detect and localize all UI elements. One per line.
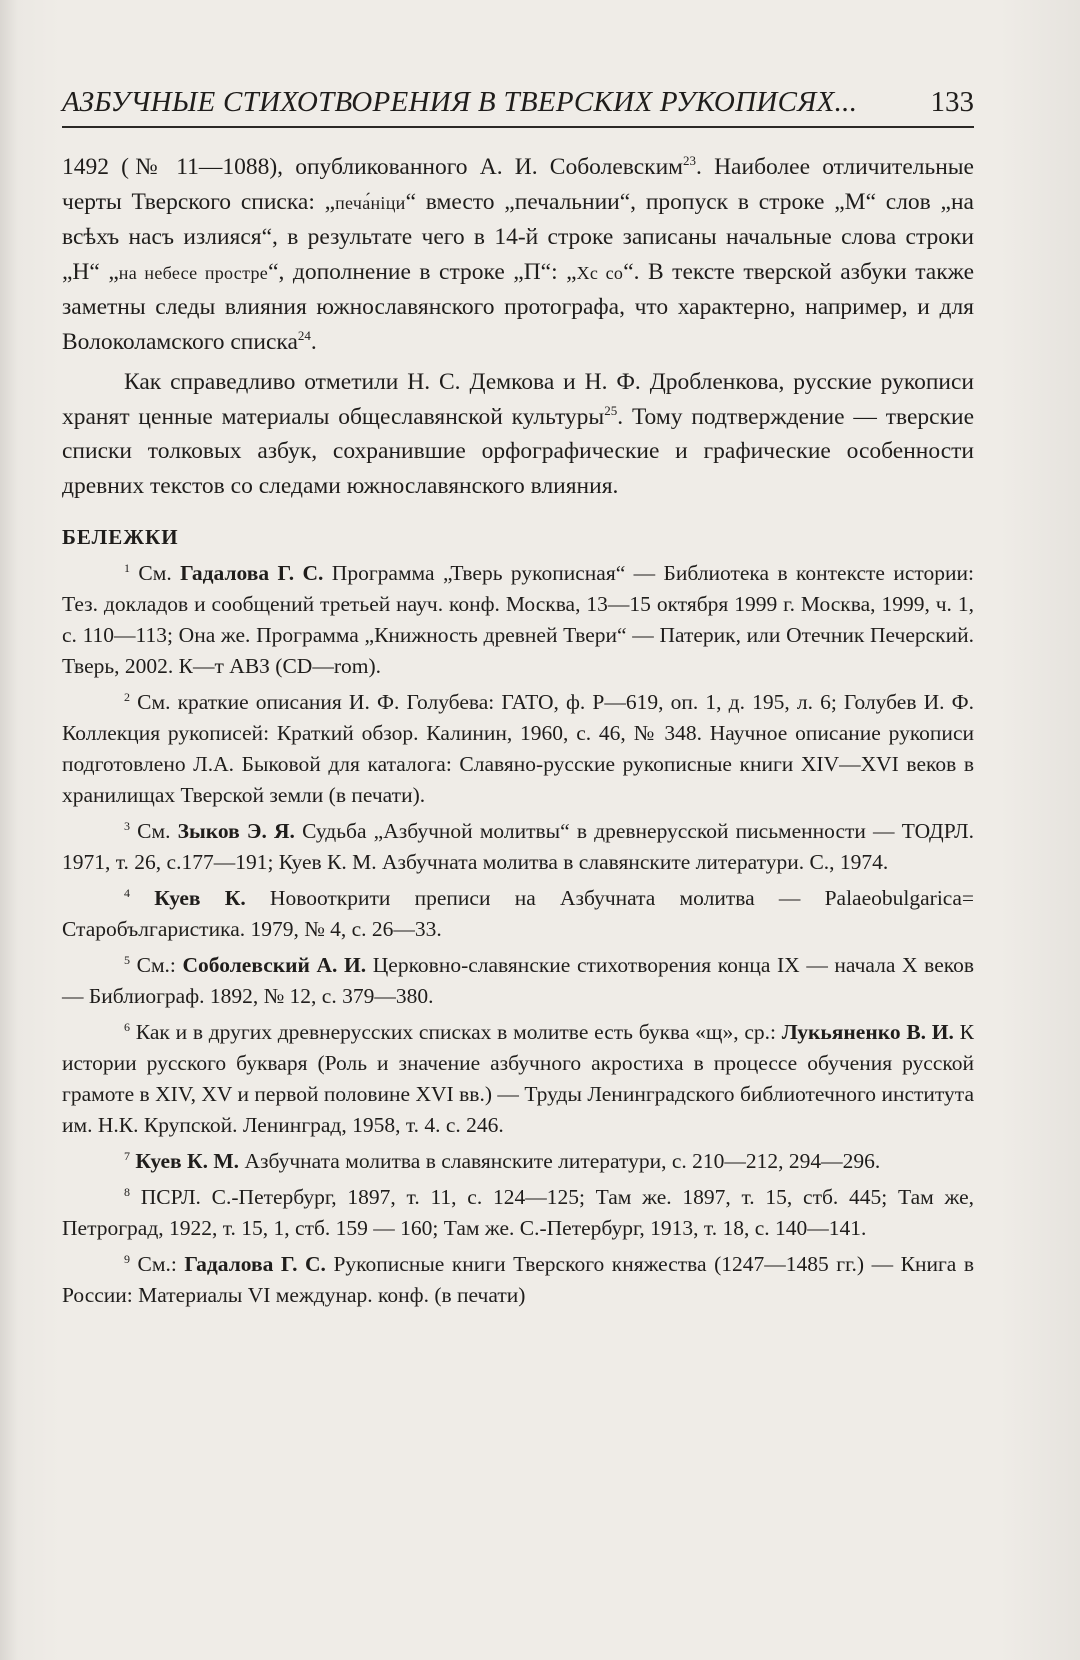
- paragraph-2: [62, 365, 974, 503]
- note-author: Куев К. М.: [135, 1149, 240, 1173]
- text-run: “ вместо „печальнии“, пропуск в строке „М“ слов „на всѣхъ насъ излияся“, в результате чего в 14-й строке записаны начальные слова строки „Н“ „: [62, 188, 974, 285]
- footnote-ref-25: 25: [604, 402, 618, 418]
- note-prefix: См.: [138, 561, 181, 585]
- note-number: 6: [124, 1019, 130, 1034]
- note-number: 4: [124, 885, 130, 900]
- note-text: Судьба „Азбучной молитвы“ в древнерусской письменности — ТОДРЛ. 1971, т. 26, с.177—191; Куев К. М. Азбучната молитва в славянските литератури. С., 1974.: [62, 819, 974, 874]
- note-number: 1: [124, 560, 130, 575]
- note-text: Церковно-славянские стихотворения конца IX — начала X веков — Библиограф. 1892, № 12, с. 379—380.: [62, 953, 974, 1008]
- note-2: [62, 687, 974, 811]
- note-author: Лукьяненко В. И.: [781, 1020, 954, 1044]
- text-run: “. В тексте тверской азбуки также заметны следы влияния южнославянского протографа, что характерно, например, и для Волоколамского списка: [62, 258, 975, 355]
- note-prefix: См.: [137, 819, 178, 843]
- page-number: 133: [930, 86, 974, 118]
- page-content: [62, 150, 974, 1316]
- note-text: Программа „Тверь рукописная“ — Библиотека в контексте истории: Тез. докладов и сообщений третьей науч. конф. Москва, 13—15 октября 1999 г. Москва, 1999, ч. 1, с. 110—113; Она же. Программа „Книжность древней Твери“ — Патерик, или Отечник Печерский. Тверь, 2002. К—т АВЗ (CD—rom).: [62, 561, 974, 678]
- note-number: 5: [124, 952, 130, 967]
- footnote-ref-23: 23: [683, 153, 697, 169]
- note-text: Азбучната молитва в славянските литератури, с. 210—212, 294—296.: [239, 1149, 881, 1173]
- note-6: [62, 1017, 974, 1141]
- note-text: Новооткрити преписи на Азбучната молитва — Palaeobulgarica= Старобългаристика. 1979, № 4, с. 26—33.: [62, 886, 975, 941]
- note-number: 3: [124, 818, 130, 833]
- note-4: [62, 883, 974, 945]
- note-9: [62, 1249, 974, 1311]
- text-run: . Наиболее отличительные черты Тверского списка: „: [62, 154, 974, 215]
- note-author: Соболевский А. И.: [182, 953, 367, 977]
- note-number: 9: [124, 1251, 130, 1266]
- running-header: [62, 86, 974, 128]
- notes-list: [62, 558, 974, 1311]
- church-slavonic-word: на небесе простре: [118, 262, 269, 283]
- note-8: [62, 1182, 974, 1244]
- note-text: См. краткие описания И. Ф. Голубева: ГАТО, ф. Р—619, оп. 1, д. 195, л. 6; Голубев И. Ф. Коллекция рукописей: Краткий обзор. Калинин, 1960, с. 46, № 348. Научное описание рукописи подготовлено Л.А. Быковой для каталога: Славяно-русские рукописные книги XIV—XVI веков в хранилищах Тверской земли (в печати).: [62, 690, 975, 807]
- text-run: Как справедливо отметили Н. С. Демкова и Н. Ф. Дробленкова, русские рукописи хранят ценные материалы общеславянской культуры: [62, 369, 974, 430]
- note-prefix: См.:: [137, 1252, 185, 1276]
- note-1: [62, 558, 974, 682]
- note-text: К истории русского букваря (Роль и значение азбучного акростиха в процессе обучения русской грамоте в XIV, XV и первой половине XVI вв.) — Труды Ленинградского библиотечного института им. Н.К. Крупской. Ленинград, 1958, т. 4. с. 246.: [62, 1020, 975, 1137]
- note-prefix: Как и в других древнерусских списках в молитве есть буква «щ», ср.:: [135, 1020, 782, 1044]
- note-text: ПСРЛ. С.-Петербург, 1897, т. 11, с. 124—125; Там же. 1897, т. 15, стб. 445; Там же, Петроград, 1922, т. 15, 1, стб. 159 — 160; Там же. С.-Петербург, 1913, т. 18, с. 140—141.: [62, 1185, 974, 1240]
- note-prefix: См.:: [136, 953, 183, 977]
- text-run: . Тому подтверждение — тверские списки толковых азбук, сохранившие орфографические и графические особенности древних текстов со следами южнославянского влияния.: [62, 403, 974, 499]
- note-number: 8: [124, 1184, 130, 1199]
- text-run: “, дополнение в строке „П“: „: [268, 258, 577, 285]
- note-number: 2: [124, 689, 130, 704]
- note-5: [62, 950, 974, 1012]
- text-run: .: [310, 328, 317, 355]
- note-number: 7: [124, 1148, 130, 1163]
- church-slavonic-word: Хс со: [576, 262, 624, 283]
- note-author: Куев К.: [154, 886, 246, 910]
- note-3: [62, 816, 974, 878]
- note-author: Зыков Э. Я.: [177, 819, 295, 843]
- note-7: [62, 1146, 974, 1177]
- running-title: АЗБУЧНЫЕ СТИХОТВОРЕНИЯ В ТВЕРСКИХ РУКОПИСЯХ...: [62, 86, 858, 118]
- notes-heading: БЕЛЕЖКИ: [62, 525, 179, 549]
- text-run: 1492 (№ 11—1088), опубликованного А. И. Соболевским: [62, 154, 684, 180]
- note-text: Рукописные книги Тверского княжества (1247—1485 гг.) — Книга в России: Материалы VI междунар. конф. (в печати): [62, 1252, 974, 1307]
- church-slavonic-word: печа́ніци: [335, 192, 406, 213]
- note-author: Гадалова Г. С.: [184, 1252, 326, 1276]
- paragraph-1: [62, 150, 974, 359]
- note-author: Гадалова Г. С.: [180, 561, 324, 585]
- footnote-ref-24: 24: [297, 327, 311, 343]
